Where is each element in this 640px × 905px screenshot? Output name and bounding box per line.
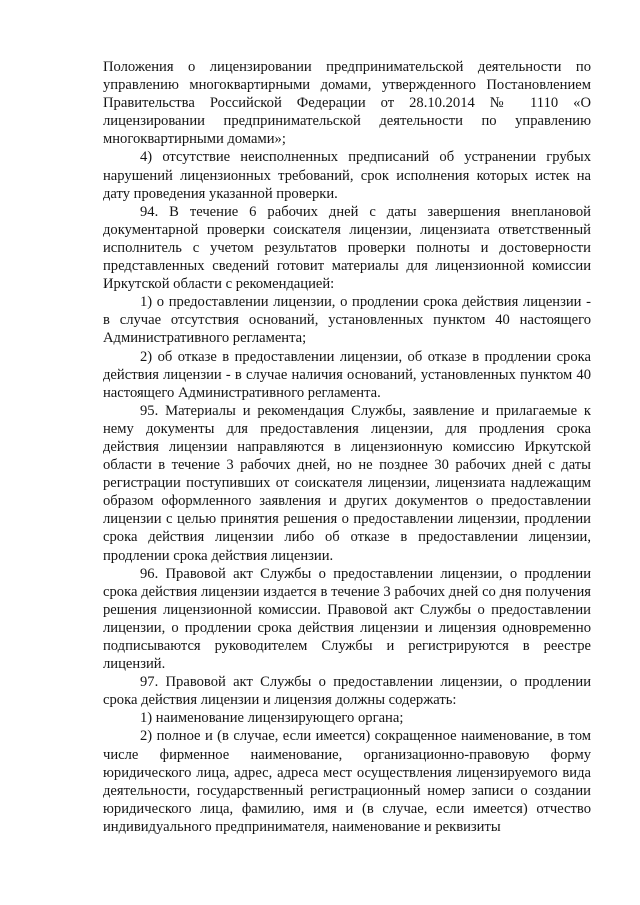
document-page (103, 58, 591, 836)
paragraph-section-97: 97. Правовой акт Службы о предоставлении лицензии, о продлении срока действия лицензии и лицензия должны содержать: (103, 674, 591, 709)
paragraph-item-4: 4) отсутствие неисполненных предписаний об устранении грубых нарушений лицензионных требований, срок исполнения которых истек на дату проведения указанной проверки. (103, 149, 591, 202)
paragraph-section-95: 95. Материалы и рекомендация Службы, заявление и прилагаемые к нему документы для предоставления лицензии, для продления срока действия лицензии направляются в лицензионную комиссию Иркутской области в течение 3 рабочих дней, но не позднее 30 рабочих дней с даты регистрации поступивших от соискателя лицензии, лицензиата надлежащим образом оформленного заявления и других документов о предоставлении лицензии с целью принятия решения о предоставлении лицензии, продлении срока действия лицензии либо об отказе в предоставлении лицензии, продлении срока действия лицензии. (103, 402, 591, 564)
paragraph-recommendation-2: 2) об отказе в предоставлении лицензии, об отказе в продлении срока действия лицензии - в случае наличия оснований, установленных пунктом 40 настоящего Административного регламента. (103, 348, 591, 401)
paragraph-section-96: 96. Правовой акт Службы о предоставлении лицензии, о продлении срока действия лицензии издается в течение 3 рабочих дней со дня получения решения лицензионной комиссии. Правовой акт Службы о предоставлении лицензии, о продлении срока действия лицензии и лицензия одновременно подписываются руководителем Службы и регистрируются в реестре лицензий. (103, 565, 591, 673)
paragraph-content-item-2: 2) полное и (в случае, если имеется) сокращенное наименование, в том числе фирменное наименование, организационно-правовую форму юридического лица, адрес, адреса мест осуществления лицензируемого вида деятельности, государственный регистрационный номер записи о создании юридического лица, фамилию, имя и (в случае, если имеется) отчество индивидуального предпринимателя, наименование и реквизиты (103, 728, 591, 835)
paragraph-section-94: 94. В течение 6 рабочих дней с даты завершения внеплановой документарной проверки соискателя лицензии, лицензиата ответственный исполнитель с учетом результатов проверки полноты и достоверности представленных сведений готовит материалы для лицензионной комиссии Иркутской области с рекомендацией: (103, 203, 591, 293)
paragraph-regulation-reference: Положения о лицензировании предпринимательской деятельности по управлению многоквартирными домами, утвержденного Постановлением Правительства Российской Федерации от 28.10.2014 № 1110 «О лицензировании предпринимательской деятельности по управлению многоквартирными домами»; (103, 59, 591, 148)
paragraph-recommendation-1: 1) о предоставлении лицензии, о продлении срока действия лицензии - в случае отсутствия оснований, установленных пунктом 40 настоящего Административного регламента; (103, 294, 591, 347)
paragraph-content-item-1: 1) наименование лицензирующего органа; (140, 710, 404, 727)
